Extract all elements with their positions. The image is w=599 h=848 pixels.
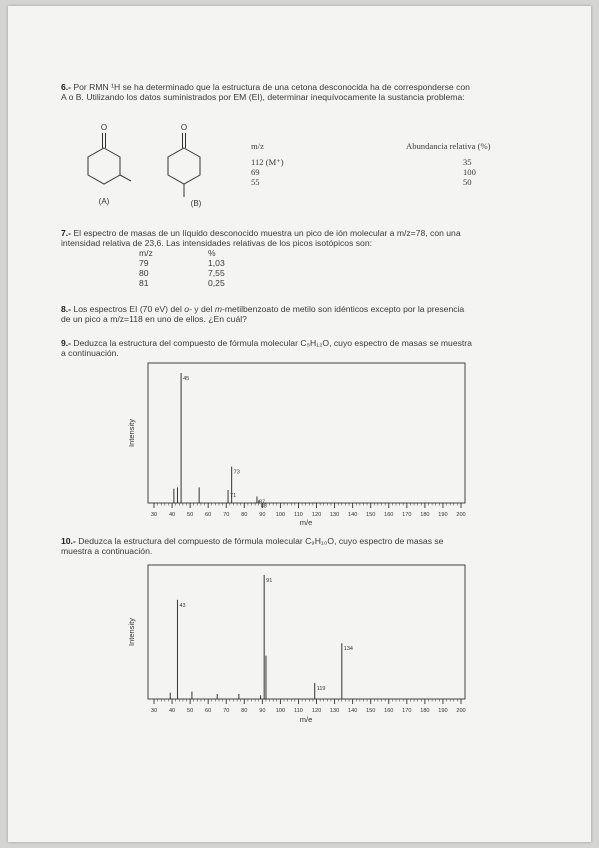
spectrum-1-peak-label-71: 71: [230, 493, 237, 499]
question-7: [61, 228, 561, 248]
spectrum-1-y-label: Intensity: [127, 419, 136, 447]
mass-spectrum-1: [126, 360, 482, 530]
spectrum-1-peaks: [174, 373, 267, 509]
isotope-pct-2: 7,55: [208, 268, 225, 278]
isotope-table-pct: [208, 248, 248, 288]
question-7-line-2: intensidad relativa de 23,6. Las intensidades relativas de los picos isotópicos son:: [61, 238, 372, 248]
question-6-line-1: Por RMN ¹H se ha determinado que la estructura de una cetona desconocida ha de corresponderse con: [73, 82, 470, 92]
spectrum-1-tick-label: 90: [259, 512, 266, 518]
spectrum-2-peaks: [170, 575, 353, 699]
spectrum-1-tick-label: 60: [205, 512, 212, 518]
spectrum-1-tick-label: 130: [329, 512, 340, 518]
question-9: [61, 338, 561, 358]
question-8-line-2: de un pico a m/z=118 en uno de ellos. ¿En cuál?: [61, 314, 247, 324]
spectrum-2-x-label: m/e: [299, 715, 313, 724]
spectrum-2-tick-label: 70: [223, 708, 230, 714]
isotope-header-pct: %: [208, 248, 216, 258]
question-6: [61, 82, 561, 102]
spectrum-2-tick-label: 170: [402, 708, 412, 714]
isotope-pct-3: 0,25: [208, 278, 225, 288]
structure-b-label: (B): [190, 199, 202, 208]
spectrum-2-tick-label: 40: [168, 708, 176, 714]
spectrum-2-tick-label: 200: [456, 708, 466, 714]
spectrum-1-x-axis: [151, 503, 466, 518]
spectrum-1-tick-label: 50: [187, 512, 194, 518]
spectrum-1-tick-label: 70: [223, 512, 230, 518]
spectrum-1-peak-label-88: 88: [260, 503, 267, 510]
structure-a: [88, 133, 131, 184]
question-6-number: 6.-: [61, 82, 72, 92]
spectrum-1-tick-label: 140: [347, 512, 358, 518]
spectrum-2-tick-label: 110: [294, 708, 303, 714]
ms-table-mz-column: [251, 141, 331, 187]
isotope-table-mz: [139, 248, 169, 288]
ms-table-ab-3: 50: [463, 177, 472, 187]
ms-table-header-abundance: Abundancia relativa (%): [406, 141, 491, 151]
ms-table-mz-2: 69: [251, 167, 260, 177]
ketone-structures: [78, 116, 218, 211]
spectrum-2-tick-label: 60: [205, 708, 212, 714]
question-7-number: 7.-: [61, 228, 72, 238]
spectrum-2-tick-label: 100: [275, 708, 286, 714]
question-10-line-1: Deduzca la estructura del compuesto de fórmula molecular C₉H₁₀O, cuyo espectro de masas se: [78, 536, 444, 546]
spectrum-2-tick-label: 150: [366, 708, 376, 714]
spectrum-1-tick-label: 180: [420, 512, 430, 518]
question-8: [61, 304, 561, 324]
spectrum-2-peak-label-134: 134: [343, 646, 353, 653]
ms-table-ab-1: 35: [463, 157, 472, 167]
spectrum-2-peak-label-43: 43: [179, 602, 186, 609]
spectrum-1-tick-label: 170: [402, 512, 412, 518]
structure-b: [168, 133, 200, 197]
isotope-mz-3: 81: [139, 278, 149, 288]
spectrum-2-y-label: Intensity: [127, 618, 136, 646]
spectrum-2-tick-label: 90: [259, 708, 266, 714]
spectrum-2-tick-label: 130: [329, 708, 340, 714]
question-8-text-e: -metilbenzoato de metilo son idénticos excepto por la presencia: [222, 304, 465, 314]
spectrum-2-peak-label-119: 119: [316, 685, 326, 692]
question-10-number: 10.-: [61, 536, 76, 546]
ms-table-mz-3: 55: [251, 177, 260, 187]
spectrum-1-tick-label: 120: [311, 512, 322, 518]
isotope-mz-1: 79: [139, 258, 149, 268]
question-6-line-2: A o B. Utilizando los datos suministrados por EM (EI), determinar inequívocamente la sustancia problema:: [61, 92, 465, 102]
ms-table-mz-1: 112 (M⁺): [251, 157, 284, 167]
mass-spectrum-2: [126, 562, 482, 732]
question-9-line-1: Deduzca la estructura del compuesto de fórmula molecular C₅H₁₂O, cuyo espectro de masas se muestra: [73, 338, 472, 348]
ms-table-header-mz: m/z: [251, 141, 264, 151]
structure-b-oxygen: O: [180, 123, 188, 132]
spectrum-2-tick-label: 190: [438, 708, 448, 714]
spectrum-1-tick-label: 100: [275, 512, 286, 518]
spectrum-1-tick-label: 160: [384, 512, 394, 518]
question-8-ortho: o-: [184, 304, 192, 314]
structure-a-oxygen: O: [100, 123, 108, 132]
spectrum-1-peak-label-45: 45: [183, 376, 190, 382]
question-9-line-2: a continuación.: [61, 348, 119, 358]
spectrum-2-tick-label: 160: [384, 708, 394, 714]
question-10: [61, 536, 561, 556]
spectrum-1-tick-label: 110: [294, 512, 303, 518]
spectrum-1-frame: [148, 363, 465, 503]
spectrum-2-x-axis: [151, 699, 466, 714]
isotope-mz-2: 80: [139, 268, 149, 278]
structure-a-label: (A): [98, 197, 110, 206]
spectrum-1-tick-label: 150: [366, 512, 376, 518]
isotope-header-mz: m/z: [139, 248, 153, 258]
spectrum-2-tick-label: 120: [311, 708, 322, 714]
spectrum-1-x-label: m/e: [299, 518, 313, 527]
question-8-text-c: y del: [191, 304, 215, 314]
question-8-meta: m: [214, 304, 223, 314]
spectrum-1-peak-label-73: 73: [233, 469, 240, 476]
spectrum-2-tick-label: 50: [187, 708, 194, 714]
spectrum-2-tick-label: 30: [150, 708, 158, 714]
spectrum-1-tick-label: 40: [168, 512, 176, 518]
ms-table-abundance-column: [406, 141, 536, 187]
spectrum-2-peak-label-91: 91: [266, 578, 273, 584]
spectrum-1-tick-label: 190: [438, 512, 448, 518]
spectrum-2-tick-label: 80: [241, 708, 248, 714]
question-8-text-a: Los espectros EI (70 eV) del: [73, 304, 185, 314]
spectrum-1-peak-label-87: 87: [258, 499, 266, 506]
ms-table-ab-2: 100: [463, 167, 476, 177]
question-7-line-1: El espectro de masas de un líquido desconocido muestra un pico de ión molecular a m/z=78, con una: [73, 228, 461, 238]
spectrum-1-tick-label: 80: [241, 512, 248, 518]
spectrum-2-tick-label: 180: [420, 708, 430, 714]
question-9-number: 9.-: [61, 338, 72, 348]
question-10-line-2: muestra a continuación.: [61, 546, 153, 556]
spectrum-2-tick-label: 140: [347, 708, 358, 714]
spectrum-1-tick-label: 30: [150, 512, 158, 518]
question-8-number: 8.-: [61, 304, 72, 314]
isotope-pct-1: 1,03: [208, 258, 225, 268]
spectrum-2-frame: [148, 565, 465, 699]
exam-sheet: [8, 6, 591, 842]
spectrum-1-tick-label: 200: [456, 512, 466, 518]
